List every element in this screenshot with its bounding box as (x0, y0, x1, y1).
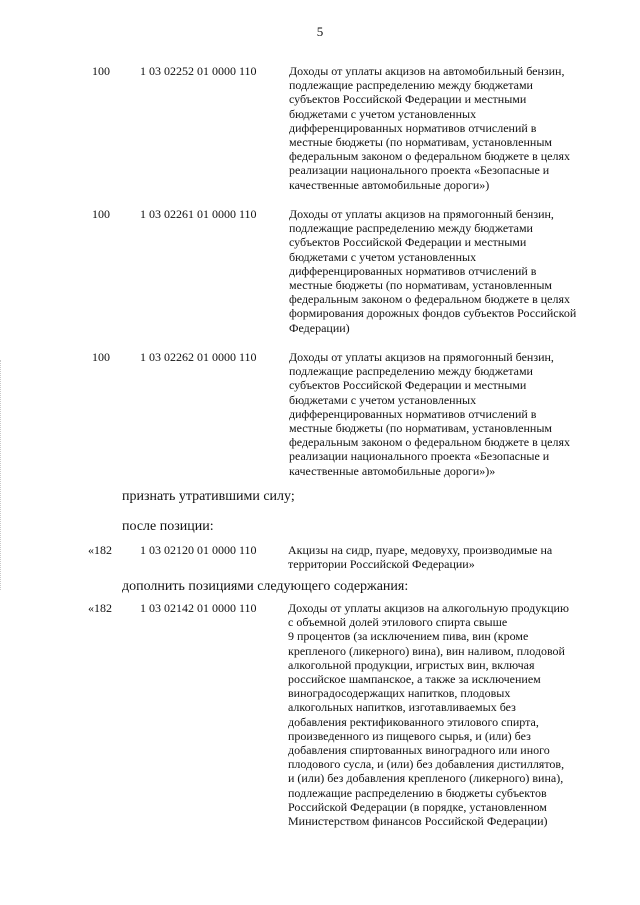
admin-code: «182 (88, 601, 112, 615)
budget-code: 1 03 02252 01 0000 110 (140, 64, 257, 78)
income-description: Доходы от уплаты акцизов на прямогонный бензин, подлежащие распределению между бюджетами субъектов Российской Федерации и местными бюджетами с учетом установленных дифференцированных нормативов отчислений в местные бюджеты (по нормативам, установленным федеральным законом о федеральном бюджете в целях реализации национального проекта «Безопасные и качественные автомобильные дороги»)» (289, 350, 570, 478)
admin-code: 100 (92, 207, 110, 221)
page-number: 5 (316, 24, 324, 39)
admin-code: 100 (92, 350, 110, 364)
scan-margin-marks (0, 360, 4, 590)
budget-code: 1 03 02142 01 0000 110 (140, 601, 257, 615)
budget-code: 1 03 02262 01 0000 110 (140, 350, 257, 364)
income-description: Доходы от уплаты акцизов на прямогонный бензин, подлежащие распределению между бюджетами субъектов Российской Федерации и местными бюджетами с учетом установленных дифференцированных нормативов отчислений в местные бюджеты (по нормативам, установленным федеральным законом о федеральном бюджете в целях формирования дорожных фондов субъектов Российской Федерации) (289, 207, 577, 335)
income-description: Доходы от уплаты акцизов на алкогольную продукцию с объемной долей этилового спирта свыше 9 процентов (за исключением пива, вин (кроме крепленого (ликерного) вина), вин наливом, плодовой алкогольной продукции, игристых вин, включая российское шампанское, а также за исключением виноградосодержащих напитков, плодовых алкогольных напитков, изготавливаемых без добавления ректификованного этилового спирта, произведенного из пищевого сырья, и (или) без добавления спиртованных виноградного или иного плодового сусла, и (или) без добавления дистиллятов, и (или) без добавления крепленого (ликерного) вина), подлежащие распределению в бюджеты субъектов Российской Федерации (в порядке, установленном Министерством финансов Российской Федерации) (288, 601, 569, 829)
paragraph-add-positions: дополнить позициями следующего содержания: (122, 579, 409, 594)
paragraph-after-position: после позиции: (122, 519, 214, 534)
admin-code: 100 (92, 64, 110, 78)
budget-code: 1 03 02261 01 0000 110 (140, 207, 257, 221)
income-description: Акцизы на сидр, пуаре, медовуху, производимые на территории Российской Федерации» (288, 543, 553, 572)
paragraph-recognize-invalid: признать утратившими силу; (122, 489, 295, 504)
budget-code: 1 03 02120 01 0000 110 (140, 543, 257, 557)
income-description: Доходы от уплаты акцизов на автомобильный бензин, подлежащие распределению между бюджетами субъектов Российской Федерации и местными бюджетами с учетом установленных дифференцированных нормативов отчислений в местные бюджеты (по нормативам, установленным федеральным законом о федеральном бюджете в целях реализации национального проекта «Безопасные и качественные автомобильные дороги») (289, 64, 570, 192)
admin-code: «182 (88, 543, 112, 557)
